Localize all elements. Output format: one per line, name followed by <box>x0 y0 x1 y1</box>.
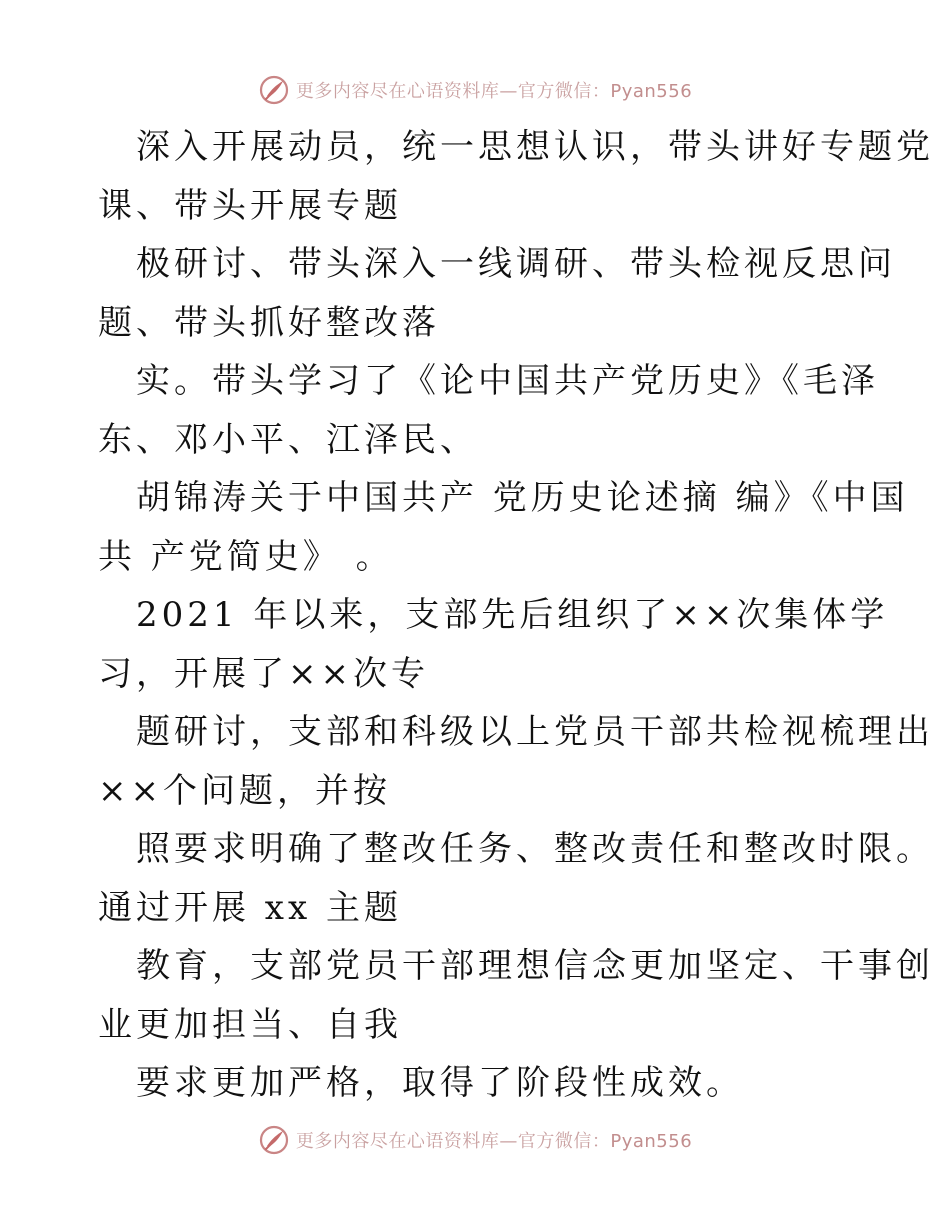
paragraph-line: 业更加担当、自我 <box>98 1004 402 1045</box>
header-watermark <box>0 70 950 110</box>
paragraph <box>98 352 879 469</box>
paragraph <box>98 1054 868 1113</box>
paragraph <box>98 820 934 937</box>
paragraph-line: 题研讨，支部和科级以上党员干部共检视梳理出 <box>136 712 934 752</box>
paragraph-line: 共 产党简史》 。 <box>98 536 394 577</box>
paragraph-line: 通过开展 xx 主题 <box>98 887 402 928</box>
paragraph <box>98 118 934 235</box>
quill-logo-icon <box>258 74 290 106</box>
watermark-label: 官方微信： <box>517 1131 611 1152</box>
document-body <box>98 118 934 1113</box>
quill-logo-icon <box>258 1124 290 1156</box>
paragraph-line: 照要求明确了整改任务、整改责任和整改时限。 <box>136 829 934 869</box>
paragraph-line: 教育，支部党员干部理想信念更加坚定、干事创 <box>136 946 934 986</box>
paragraph <box>98 469 909 586</box>
watermark-group <box>258 74 692 106</box>
watermark-text <box>296 1127 692 1153</box>
paragraph-line: 课、带头开展专题 <box>98 185 402 226</box>
paragraph <box>98 937 934 1054</box>
paragraph <box>98 586 889 703</box>
watermark-text <box>296 77 692 103</box>
watermark-main: 更多内容尽在心语资料库 <box>295 1131 500 1152</box>
paragraph-line: 胡锦涛关于中国共产 党历史论述摘 编》《中国 <box>136 478 909 518</box>
paragraph-line: 实。带头学习了《论中国共产党历史》《毛泽 <box>136 361 879 401</box>
watermark-group <box>258 1124 692 1156</box>
paragraph-line: 深入开展动员，统一思想认识，带头讲好专题党 <box>136 127 934 167</box>
watermark-separator: — <box>499 1131 518 1152</box>
paragraph-line: 极研讨、带头深入一线调研、带头检视反思问 <box>136 244 896 284</box>
watermark-id: Pyan556 <box>610 1131 693 1152</box>
paragraph-line: 习，开展了××次专 <box>98 653 429 694</box>
paragraph-line: 要求更加严格，取得了阶段性成效。 <box>136 1063 744 1103</box>
watermark-id: Pyan556 <box>610 81 693 102</box>
paragraph <box>98 703 934 820</box>
paragraph-line: ××个问题，并按 <box>98 770 391 811</box>
watermark-separator: — <box>499 81 518 102</box>
paragraph-line: 2021 年以来，支部先后组织了××次集体学 <box>136 595 889 635</box>
paragraph-line: 题、带头抓好整改落 <box>98 302 440 343</box>
paragraph <box>98 235 896 352</box>
footer-watermark <box>0 1120 950 1160</box>
paragraph-line: 东、邓小平、江泽民、 <box>98 419 478 460</box>
watermark-label: 官方微信： <box>517 81 611 102</box>
watermark-main: 更多内容尽在心语资料库 <box>295 81 500 102</box>
